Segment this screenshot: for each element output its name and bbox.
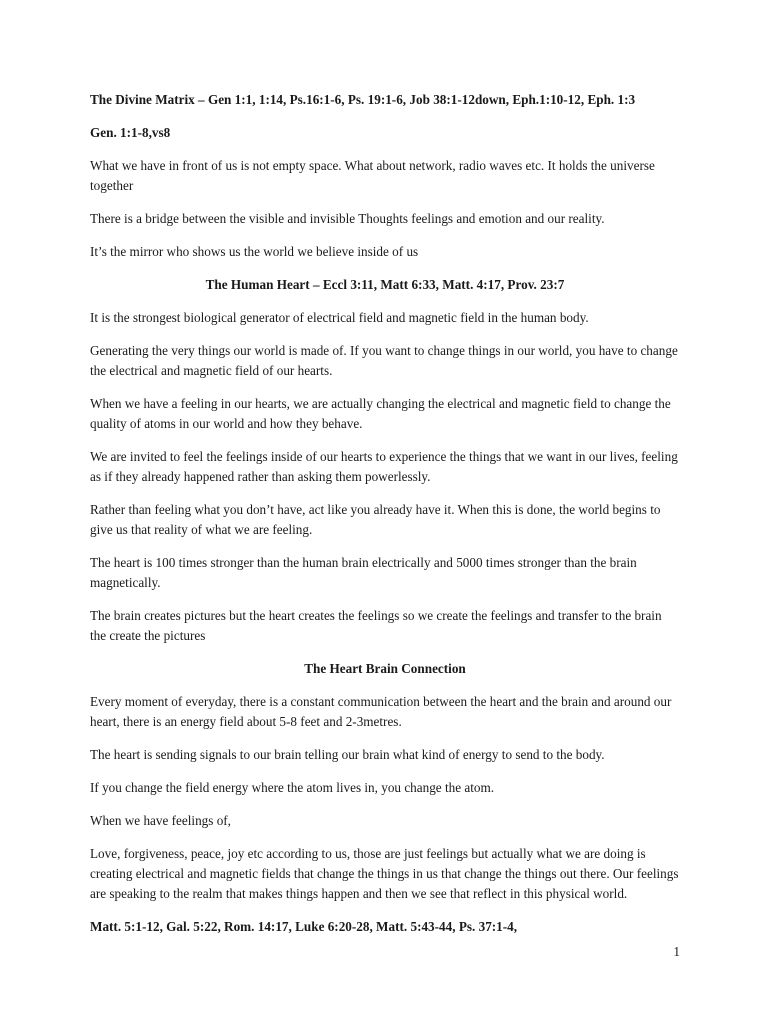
paragraph: The heart is sending signals to our brain telling our brain what kind of energy to send to the body. — [90, 747, 605, 762]
paragraph: What we have in front of us is not empty space. What about network, radio waves etc. It holds the universe together — [90, 158, 655, 193]
paragraph: The heart is 100 times stronger than the human brain electrically and 5000 times stronger than the brain magnetically. — [90, 555, 637, 590]
paragraph: The brain creates pictures but the heart creates the feelings so we create the feelings and transfer to the brain the create the pictures — [90, 608, 662, 643]
paragraph: If you change the field energy where the atom lives in, you change the atom. — [90, 780, 495, 795]
heading-human-heart: The Human Heart – Eccl 3:11, Matt 6:33, Matt. 4:17, Prov. 23:7 — [205, 277, 565, 292]
page-number: 1 — [673, 944, 680, 959]
paragraph: Generating the very things our world is made of. If you want to change things in our world, you have to change the electrical and magnetic field of our hearts. — [90, 343, 678, 378]
paragraph: When we have feelings of, — [90, 813, 231, 828]
paragraph: It is the strongest biological generator of electrical field and magnetic field in the human body. — [90, 310, 589, 325]
scripture-reference-genesis: Gen. 1:1-8,vs8 — [90, 125, 171, 140]
heading-divine-matrix: The Divine Matrix – Gen 1:1, 1:14, Ps.16:1-6, Ps. 19:1-6, Job 38:1-12down, Eph.1:10-12, Eph. 1:3 — [90, 92, 636, 107]
document-body — [90, 90, 680, 950]
heading-heart-brain-connection: The Heart Brain Connection — [304, 661, 466, 676]
paragraph: We are invited to feel the feelings inside of our hearts to experience the things that we want in our lives, feeling as if they already happened rather than asking them powerlessly. — [90, 449, 678, 484]
paragraph: Love, forgiveness, peace, joy etc according to us, those are just feelings but actually what we are doing is creating electrical and magnetic fields that change the things in us that change the things out there. Our feelings are speaking to the realm that makes things happen and then we see that reflect in this physical world. — [90, 846, 679, 901]
paragraph: When we have a feeling in our hearts, we are actually changing the electrical and magnetic field to change the quality of atoms in our world and how they behave. — [90, 396, 671, 431]
paragraph: Every moment of everyday, there is a constant communication between the heart and the brain and around our heart, there is an energy field about 5-8 feet and 2-3metres. — [90, 694, 672, 729]
paragraph: There is a bridge between the visible and invisible Thoughts feelings and emotion and our reality. — [90, 211, 605, 226]
paragraph: It’s the mirror who shows us the world we believe inside of us — [90, 244, 419, 259]
paragraph: Rather than feeling what you don’t have, act like you already have it. When this is done, the world begins to give us that reality of what we are feeling. — [90, 502, 661, 537]
scripture-reference-matthew: Matt. 5:1-12, Gal. 5:22, Rom. 14:17, Luke 6:20-28, Matt. 5:43-44, Ps. 37:1-4, — [90, 919, 518, 934]
